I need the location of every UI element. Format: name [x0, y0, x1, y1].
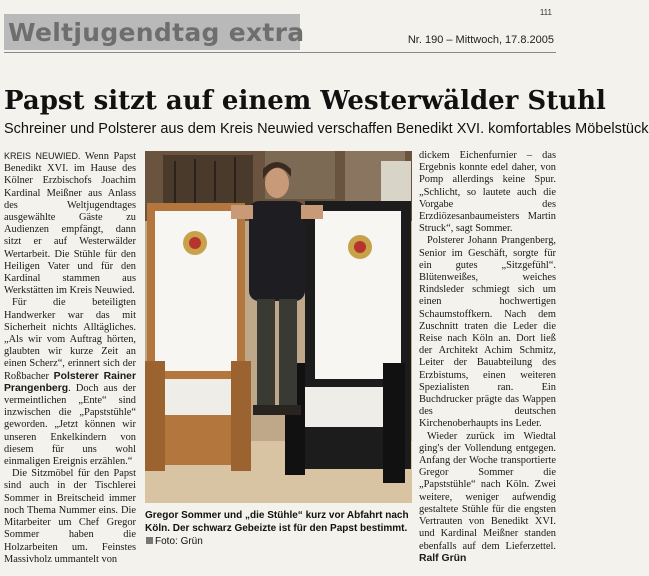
photo-caption: [145, 509, 413, 548]
section-title: Weltjugendtag extra: [8, 18, 305, 47]
paragraph: Die Sitzmöbel für den Papst sind auch in der Tischlerei Sommer in Breitscheid immer noch Thema Nummer eins. Die Mitarbeiter um Chef Gregor Sommer haben die Holzarbeiten um. Feinstes Massivholz ummantelt von: [4, 468, 136, 565]
paragraph: dickem Eichenfurnier – das Ergebnis konnte edel daher, von Pomp allerdings keine Spur. „Schlicht, so lautete auch die Vorgabe des Erzdiözesanbaumeisters Martin Struck“, sagt Sommer.: [419, 150, 556, 235]
photo-credit-square-icon: [146, 537, 153, 544]
paragraph: Polsterer Johann Prangenberg, Senior im Geschäft, sorgte für ein gutes „Sitzgefühl“. Blütenweißes, weiches Rindsleder schmiegt sich um einen hochwertigen Schaumstoffkern. Nach dem Zuschnitt traten die Leder die Reise nach Köln an. Dort ließ der Architekt Achim Schmitz, Leiter der Bauabteilung des Erzbistums, einen weiteren Spezialisten ran. Ein Buchdrucker prägte das Wappen des deutschen Kirchenoberhaupts ins Leder.: [419, 235, 556, 430]
article-photo: [145, 151, 412, 503]
author-name: Ralf Grün: [419, 552, 467, 564]
article-headline: Papst sitzt auf einem Westerwälder Stuhl: [4, 86, 606, 116]
article-subheadline: Schreiner und Polsterer aus dem Kreis Neuwied verschaffen Benedikt XVI. komfortables Möbelstück: [4, 121, 649, 137]
article-column-right: [419, 150, 556, 570]
caption-text: Gregor Sommer und „die Stühle“ kurz vor Abfahrt nach Köln. Der schwarz Gebeizte ist für den Papst bestimmt.: [145, 510, 409, 534]
paragraph: Für die beteiligten Handwerker war das mit Sicherheit nichts Alltägliches. „Als wir vom Auftrag hörten, glaubten wir kurze Zeit an einen Scherz“, erinnert sich der Roßbacher Polsterer Rainer Prangenberg. Doch aus der vermeintlichen „Ente“ sind inzwischen die „Papststühle“ geworden. „Jetzt können wir unseren Enkelkindern von diesem für uns wohl einmaligen Ereignis erzählen.“: [4, 297, 137, 468]
photo-illustration: [145, 151, 412, 503]
article-column-left: [4, 150, 137, 565]
dateline: KREIS NEUWIED.: [4, 151, 81, 161]
issue-line: Nr. 190 – Mittwoch, 17.8.2005: [407, 34, 554, 46]
header-rule: [4, 52, 556, 53]
section-masthead: [4, 14, 305, 50]
paragraph: Wieder zurück im Wiedtal ging's der Vollendung entgegen. Anfang der Woche transportierte Gregor Sommer die „Papststühle“ nach Köln. Zwei weitere, weniger aufwendig gestaltete Stühle für die engsten Vertrauten von Benedikt XVI. und Kardinal Meißner standen ebenfalls auf dem Lieferzettel. Ralf Grün: [419, 430, 556, 564]
photo-credit: Foto: Grün: [155, 536, 203, 547]
paragraph: KREIS NEUWIED. Wenn Papst Benedikt XVI. im Hause des Kölner Erzbischofs Joachim Kardinal Meißner aus Anlass des Weltjugendtages ausgewählte Gäste zu Audienzen empfängt, dann sitzt er auf Westerwälder Wertarbeit. Die Stühle für den Heiligen Vater und für den Kardinal stammen aus Werkstätten im Kreis Neuwied.: [4, 151, 136, 297]
page-number: 111: [539, 8, 552, 17]
highlighted-name: Polsterer Rainer Prangenberg: [4, 370, 137, 394]
